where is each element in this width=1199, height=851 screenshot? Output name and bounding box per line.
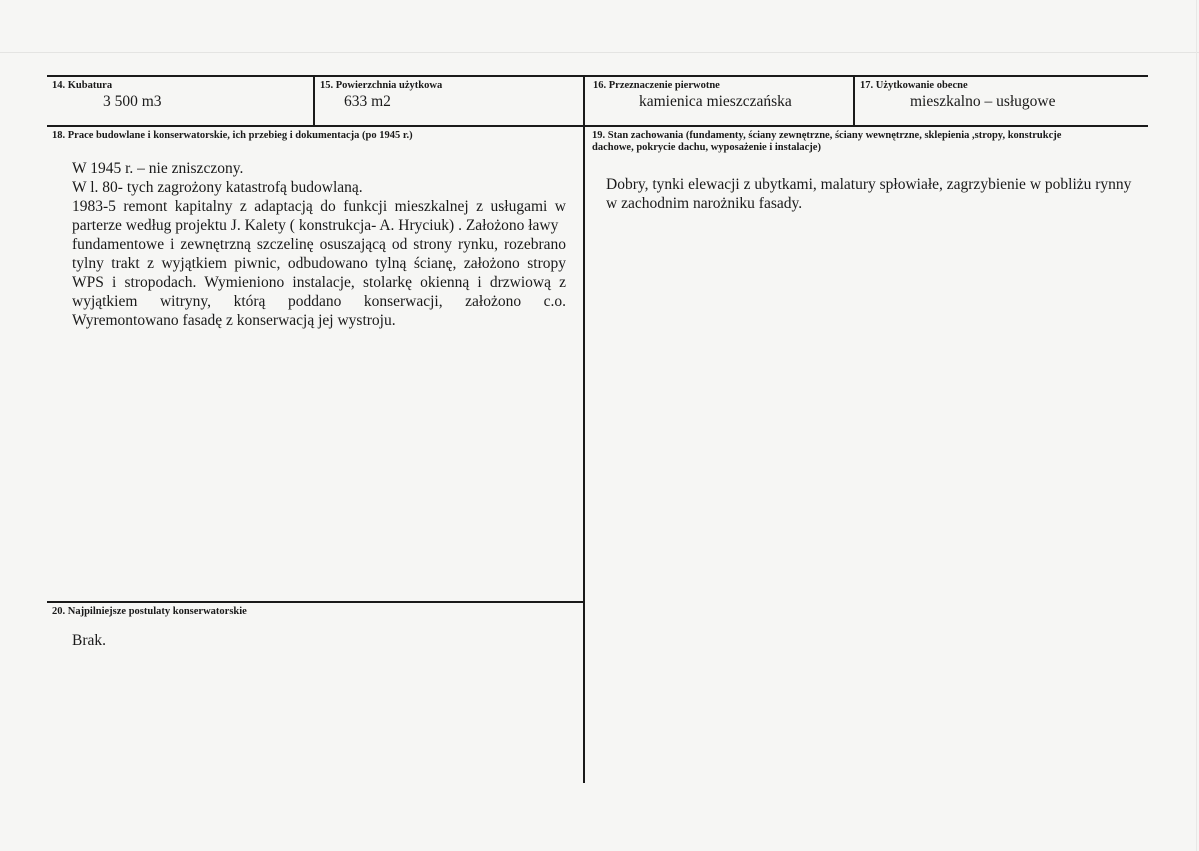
scan-edge-right (1196, 0, 1197, 851)
field-14-value: 3 500 m3 (103, 93, 162, 110)
top-border-left (47, 75, 584, 77)
field-17-header: 17. Użytkowanie obecne (860, 80, 968, 91)
field-15-value: 633 m2 (344, 93, 391, 110)
field-18-line: Wyremontowano fasadę z konserwacją jej wystroju. (72, 312, 396, 329)
field-17-value: mieszkalno – usługowe (910, 93, 1056, 110)
field-18-line: WPS i stropodach. Wymieniono instalacje, stolarkę okienną i drzwiową z (72, 274, 566, 291)
field-18-line: 1983-5 remont kapitalny z adaptacją do funkcji mieszkalnej z usługami w (72, 198, 566, 215)
top-border-right (584, 75, 1148, 77)
field-19-header (592, 130, 1061, 154)
field-19-header-line-2: dachowe, pokrycie dachu, wyposażenie i instalacje) (592, 142, 821, 153)
center-divider (583, 75, 585, 783)
field-19-header-line-1: 19. Stan zachowania (fundamenty, ściany zewnętrzne, ściany wewnętrzne, sklepienia ,stropy, konstrukcje (592, 130, 1062, 141)
scan-edge-top (0, 52, 1199, 53)
divider-14-15 (313, 75, 315, 126)
field-18-text (72, 159, 566, 330)
field-15-header: 15. Powierzchnia użytkowa (320, 80, 443, 91)
field-18-line: parterze według projektu J. Kalety ( konstrukcja- A. Hryciuk) . Założono ławy (72, 217, 559, 234)
field-20-value: Brak. (72, 632, 107, 649)
field-19-line: Dobry, tynki elewacji z ubytkami, malatury spłowiałe, zagrzybienie w pobliżu rynny (606, 176, 1132, 193)
field-20-header: 20. Najpilniejsze postulaty konserwatorskie (52, 606, 247, 617)
divider-16-17 (853, 75, 855, 126)
field-18-line: fundamentowe i zewnętrzną szczelinę osuszającą od strony rynku, rozebrano (72, 236, 566, 253)
field-16-header: 16. Przeznaczenie pierwotne (593, 80, 720, 91)
section-20-divider (47, 601, 584, 603)
field-16-value: kamienica mieszczańska (639, 93, 792, 110)
field-14-header: 14. Kubatura (52, 80, 113, 91)
row-divider-left (47, 125, 584, 127)
row-divider-right (584, 125, 1148, 127)
field-18-line: W 1945 r. – nie zniszczony. (72, 160, 244, 177)
field-18-line: W l. 80- tych zagrożony katastrofą budowlaną. (72, 179, 363, 196)
field-19-line: w zachodnim narożniku fasady. (606, 195, 803, 212)
field-18-header: 18. Prace budowlane i konserwatorskie, ich przebieg i dokumentacja (po 1945 r.) (52, 130, 413, 141)
field-18-line: wyjątkiem witryny, którą poddano konserwacji, założono c.o. (72, 293, 566, 310)
field-18-line: tylny trakt z wyjątkiem piwnic, odbudowano tylną ścianę, założono stropy (72, 255, 566, 272)
field-19-text (606, 175, 1131, 213)
